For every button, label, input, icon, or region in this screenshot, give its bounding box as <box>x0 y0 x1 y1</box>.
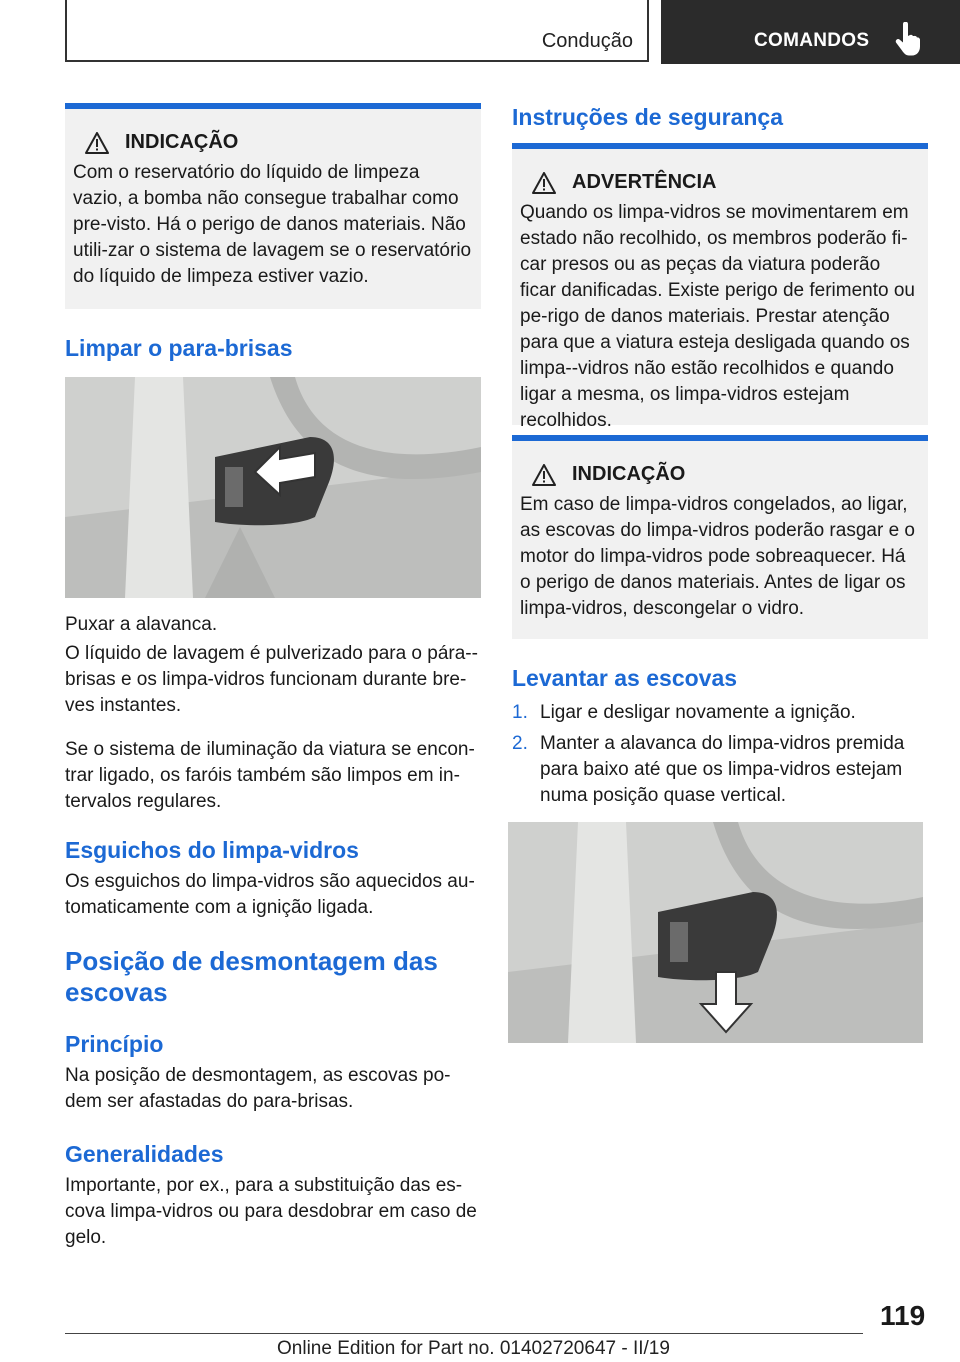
para-principle: Na posição de desmontagem, as escovas po-dem ser afastadas do para-brisas. <box>65 1065 451 1112</box>
note-title: INDICAÇÃO <box>125 131 239 153</box>
note-header-frozen <box>520 463 920 486</box>
note-title-frozen: INDICAÇÃO <box>572 463 686 485</box>
heading-safety-instructions: Instruções de segurança <box>512 104 783 130</box>
warning-triangle-icon <box>532 172 556 194</box>
header-chapter-box <box>661 0 960 64</box>
header-section-box <box>65 0 649 62</box>
heading-lift-wipers: Levantar as escovas <box>512 665 738 691</box>
steps-list <box>512 700 928 809</box>
note-text: Com o reservatório do líquido de limpeza vazio, a bomba não consegue trabalhar como pre-visto. Há o perigo de danos materiais. Não utili-zar o sistema de lavagem se o reservatório do líquido de limpeza estiver vazio. <box>73 162 472 287</box>
step-number: 1. <box>512 702 528 723</box>
note-text-frozen: Em caso de limpa-vidros congelados, ao ligar, as escovas do limpa-vidros poderão rasgar e o motor do limpa-vidros pode sobreaquecer. Há o perigo de danos materiais. Antes de ligar os limpa-vidros, descongelar o vidro. <box>520 494 915 619</box>
para-pull-lever: Puxar a alavanca. <box>65 614 218 635</box>
heading-clean-windscreen: Limpar o para-brisas <box>65 335 293 361</box>
wiper-lever-pull-illustration <box>65 377 481 598</box>
para-headlights-clean: Se o sistema de iluminação da viatura se encon-trar ligado, os faróis também são limpos em in-tervalos regulares. <box>65 739 475 812</box>
figure-wiper-lever-press <box>508 822 923 1043</box>
edition-text: Online Edition for Part no. 01402720647 - II/19 <box>277 1338 670 1359</box>
para-general: Importante, por ex., para a substituição das es-cova limpa-vidros ou para desdobrar em caso de gelo. <box>65 1175 477 1248</box>
warning-header <box>520 171 920 194</box>
header-chapter-title: COMANDOS <box>754 30 870 51</box>
warning-triangle-icon <box>532 464 556 486</box>
note-header <box>73 131 473 154</box>
para-fluid-spray: O líquido de lavagem é pulverizado para o pára--brisas e os limpa-vidros funcionam durante bre-ves instantes. <box>65 643 478 716</box>
heading-washer-nozzles: Esguichos do limpa-vidros <box>65 837 359 863</box>
list-item <box>512 700 928 726</box>
heading-removal-position: Posição de desmontagem das escovas <box>65 946 438 1007</box>
wiper-lever-press-illustration <box>508 822 923 1043</box>
note-box-frozen <box>512 435 928 639</box>
step-text: Manter a alavanca do limpa-vidros premida para baixo até que os limpa-vidros estejam numa posição quase vertical. <box>540 733 905 806</box>
heading-general: Generalidades <box>65 1141 224 1167</box>
header-section-title: Condução <box>541 30 633 52</box>
figure-wiper-lever-pull <box>65 377 481 598</box>
para-washer-nozzles: Os esguichos do limpa-vidros são aquecidos au-tomaticamente com a ignição ligada. <box>65 871 475 918</box>
heading-principle: Princípio <box>65 1031 164 1057</box>
pointing-hand-icon <box>895 22 921 56</box>
warning-text: Quando os limpa-vidros se movimentarem em estado não recolhido, os membros poderão fi-car presos ou as peças da viatura poderão ficar danificadas. Existe perigo de ferimento ou pe-rigo de danos materiais. Prestar atenção para que a viatura esteja desligada quando os limpa--vidros não estão recolhidos e quando ligar a mesma, os limpa-vidros estejam recolhidos. <box>520 202 915 431</box>
warning-triangle-icon <box>85 132 109 154</box>
list-item <box>512 731 928 809</box>
warning-box <box>512 143 928 431</box>
footer-divider <box>65 1333 863 1334</box>
note-box <box>65 103 481 309</box>
warning-title: ADVERTÊNCIA <box>572 171 717 193</box>
page-number: 119 <box>880 1300 926 1331</box>
step-text: Ligar e desligar novamente a ignição. <box>540 702 856 723</box>
step-number: 2. <box>512 733 528 754</box>
